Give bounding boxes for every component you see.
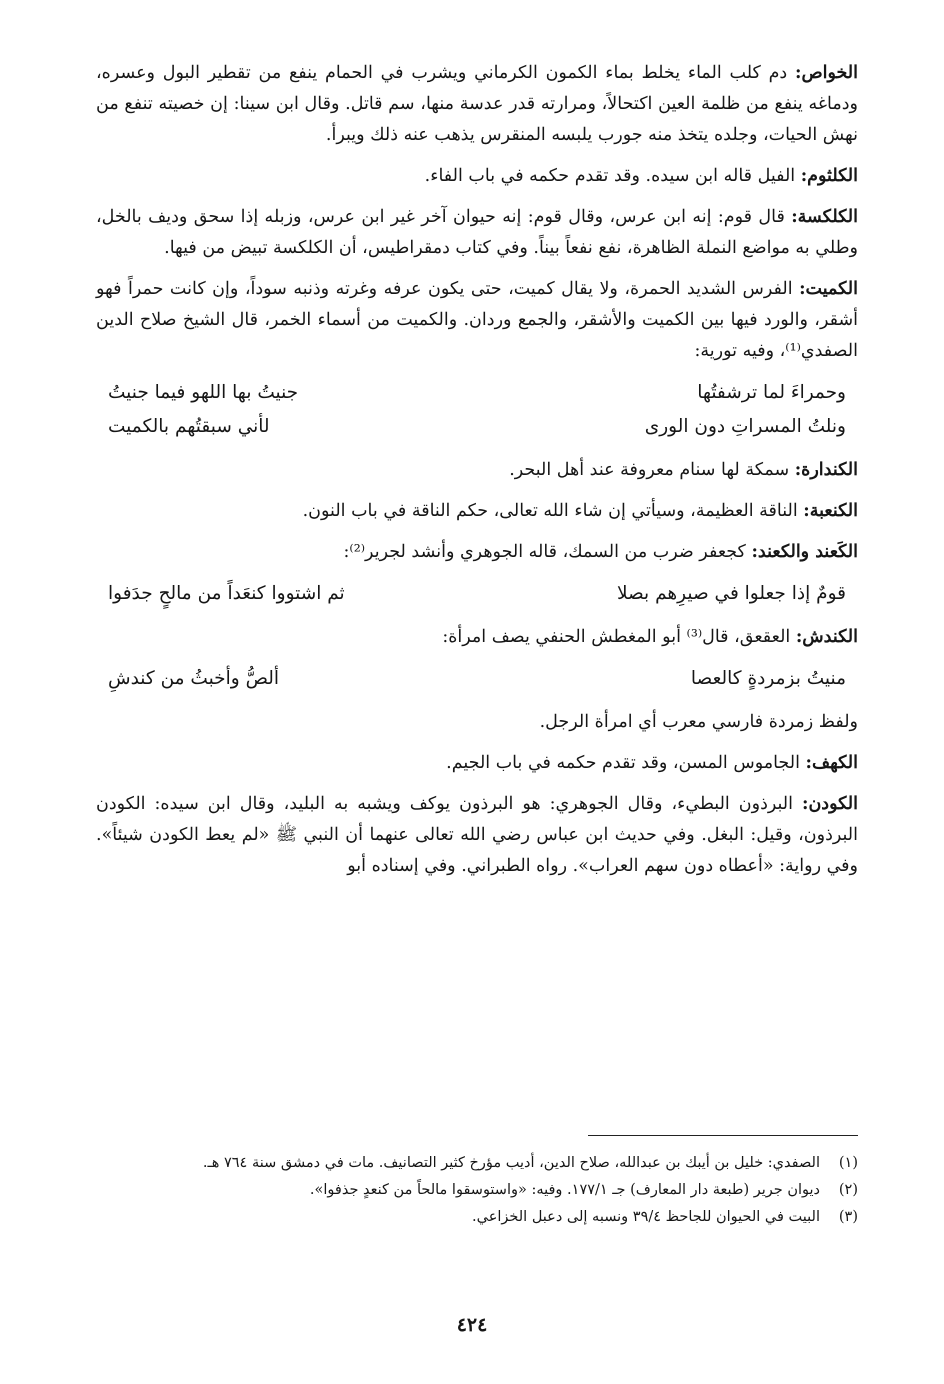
footnote-text: البيت في الحيوان للجاحظ ٣٩/٤ ونسبه إلى دعبل الخزاعي. (472, 1209, 820, 1225)
poem-hemistich-second: ثم اشتووا كنعَداً من مالحٍ جدَفوا (108, 582, 345, 604)
footnote (96, 1150, 858, 1177)
entry-term: الكنعبة: (803, 501, 858, 521)
entry-term: الكودن: (801, 794, 858, 814)
entry-term: الكلكسة: (791, 207, 858, 227)
poem-verse (96, 409, 858, 443)
poem-hemistich-first: قومٌ إذا جعلوا في صيرِهم بصلا (616, 582, 846, 604)
entry-text: العقعق، قال⁽³⁾ أبو المغطش الحنفي يصف امرأة: (442, 627, 796, 647)
footnote-number: (١) (838, 1155, 858, 1171)
poem-safadi (96, 375, 858, 443)
poem-hemistich-second: لأني سبقتُهم بالكميت (108, 415, 270, 437)
footnote (96, 1177, 858, 1204)
poem-hemistich-second: ألصُّ وأخبثُ من كندشِ (108, 667, 280, 689)
entry-kulthum (96, 161, 858, 192)
footnote-text: الصفدي: خليل بن أيبك بن عبدالله، صلاح الدين، أديب مؤرخ كثير التصانيف. مات في دمشق سنة ٧٦٤ هـ. (202, 1155, 820, 1171)
entry-text: الفيل قاله ابن سيده. وقد تقدم حكمه في باب الفاء. (424, 166, 801, 186)
entry-text: دم كلب الماء يخلط بماء الكمون الكرماني ويشرب في الحمام ينفع من تقطير البول وعسره، ودماغه ينفع من ظلمة العين اكتحالاً، ومرارته قدر عدسة منها، سم قاتل. وقال ابن سينا: إن خصيته تنفع من نهش الحيات، وجلده يتخذ منه جورب يلبسه المنقرس يذهب عنه ذلك ويبرأ. (96, 63, 858, 145)
entry-term: الخواص: (794, 63, 858, 83)
poem-hemistich-second: جنيتُ بها اللهو فيما جنيتُ (108, 381, 299, 403)
entry-kun-aba (96, 496, 858, 527)
footnote-divider (588, 1135, 858, 1136)
footnotes (96, 1150, 858, 1231)
entry-kahf (96, 748, 858, 779)
poem-verse (96, 375, 858, 409)
poem-hemistich-first: ونلتُ المسراتِ دون الورى (644, 415, 846, 437)
page-number: ٤٢٤ (456, 1314, 488, 1336)
entry-text: الجاموس المسن، وقد تقدم حكمه في باب الجيم. (446, 753, 806, 773)
entry-kalkasa (96, 202, 858, 264)
entry-kumayt (96, 274, 858, 367)
entry-text: قال قوم: إنه ابن عرس، وقال قوم: إنه حيوان آخر غير ابن عرس، وزبله إذا سحق وديف بالخل، وطلي به مواضع النملة الظاهرة، نفع نفعاً بيناً. وفي كتاب دمقراطيس، أن الكلكسة تبيض من فيها. (96, 207, 858, 258)
poem-verse (96, 576, 858, 610)
poem-hemistich-first: منيتُ بزمردةٍ كالعصا (690, 667, 846, 689)
entry-term: الكهف: (805, 753, 858, 773)
poem-hemistich-first: وحمراءَ لما ترشفتُها (697, 381, 846, 403)
entry-kundara (96, 455, 858, 486)
poem-jarir (96, 576, 858, 610)
footnote-number: (٢) (838, 1182, 858, 1198)
footnote-text: ديوان جرير (طبعة دار المعارف) جـ ١٧٧/١. وفيه: «واستوسقوا مالحاً من كنعدٍ جذفوا». (309, 1182, 820, 1198)
entry-term: الكلثوم: (800, 166, 858, 186)
entry-text: ولفظ زمردة فارسي معرب أي امرأة الرجل. (539, 712, 858, 732)
entry-term: الكندش: (795, 627, 858, 647)
entry-text: الناقة العظيمة، وسيأتي إن شاء الله تعالى، حكم الناقة في باب النون. (302, 501, 804, 521)
entry-kanad (96, 537, 858, 568)
entry-text: الفرس الشديد الحمرة، ولا يقال كميت، حتى يكون عرفه وغرته وذنبه سوداً، وإن كانت حمراً فهو أشقر، والورد فيها بين الكميت والأشقر، والجمع وردان. والكميت من أسماء الخمر، قال الشيخ صلاح الدين الصفدي⁽¹⁾، وفيه تورية: (96, 279, 858, 361)
entry-term: الكندارة: (794, 460, 858, 480)
entry-term: الكَعند والكعند: (751, 542, 858, 562)
poem-verse (96, 661, 858, 695)
entry-khawas (96, 58, 858, 151)
entry-text: سمكة لها سنام معروفة عند أهل البحر. (509, 460, 795, 480)
entry-kundush (96, 622, 858, 653)
entry-text: البرذون البطيء، وقال الجوهري: هو البرذون يوكف ويشبه به البليد، وقال ابن سيده: الكودن البرذون، وقيل: البغل. وفي حديث ابن عباس رضي الله تعالى عنهما أن النبي ﷺ «لم يعط الكودن شيئاً». وفي رواية: «أعطاه دون سهم العراب». رواه الطبراني. وفي إسناده أبو (96, 794, 858, 876)
entry-text: كجعفر ضرب من السمك، قاله الجوهري وأنشد لجرير⁽²⁾: (343, 542, 752, 562)
entry-zumurrada-note (96, 707, 858, 738)
footnote-number: (٣) (838, 1209, 858, 1225)
footnote (96, 1204, 858, 1231)
entry-term: الكميت: (799, 279, 858, 299)
poem-mughattish (96, 661, 858, 695)
entry-kawdan (96, 789, 858, 882)
